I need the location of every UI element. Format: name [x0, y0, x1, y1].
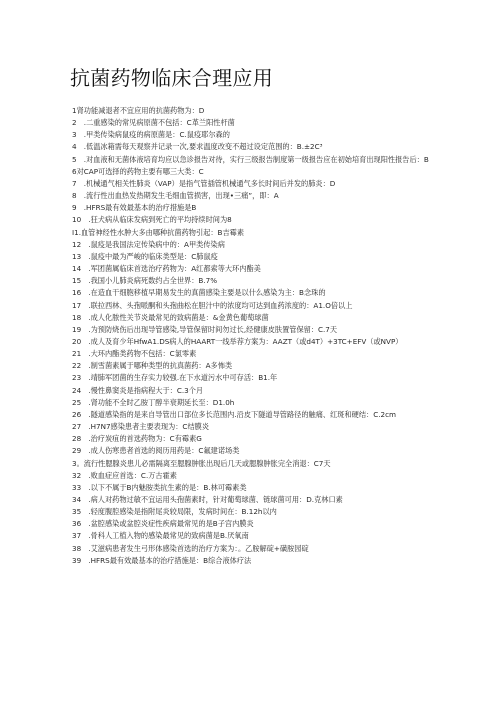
question-item: 24 .慢性鼻窦炎是指病程大于：C.3个月: [72, 385, 204, 395]
question-item: 8 .流行性出血热发热期发生毛细血管损害，出现•三痛”，即：A: [72, 191, 279, 201]
question-item: 13 .鼠疫中最为严峻的临床类型是：C肺鼠疫: [72, 251, 218, 261]
question-item: 34 .病人对药物过敏不宜运用头孢菌素时，针对葡萄球菌、链球菌可用：D.克林口素: [72, 495, 343, 504]
question-item: 10 .狂犬病从临床发病到死亡的平均持续时间为8: [72, 215, 232, 225]
question-item: 38 .艾滋病患者发生弓形体感染首选的治疗方案为：。乙胺解碇+磺胺园碇: [72, 543, 309, 553]
question-item: 27 .H7N7感染患者主要表现为：C结膜炎: [72, 422, 210, 432]
question-item: 22 .制雪菌素属于哪种类型的抗真菌药：A多怖类: [72, 361, 233, 371]
question-item: 14 .军团菌属临床首选治疗药物为：A红都索等大环内酯美: [72, 264, 261, 274]
question-item: 23 .靖肺军团菌的生存实力较强.在下水道污水中可存活：B1.年: [72, 373, 278, 383]
question-item: 5 .对血液和无菌体液培育均应以急诊报告对待，实行三级报告制度第一级报告应在初始培育出现阳性报告后：B: [72, 154, 429, 164]
question-item: 21 .大环内酯类药物不包括：C氯零素: [72, 349, 197, 359]
question-item: 28 .治疗炭疽的首选药物为：C有霉素G: [72, 434, 202, 444]
question-item: 7 .机械通气相关性肺炎（VAP）是指气管插管机械通气多长时间后并发的肺炎：D: [72, 178, 336, 188]
question-item: 18 .成人化脓性关节炎最常见的致病菌是：&金黄色葡萄球菌: [72, 312, 269, 322]
question-item: 32 .败血症应首选：C.万古霍素: [72, 470, 177, 480]
document-title: 抗菌药物临床合理应用: [70, 66, 273, 90]
question-item: 16 .在造血干细胞移植早期易发生的真菌感染主要是以什么感染为主：B念珠的: [72, 288, 326, 298]
question-item: 35 .轻度腹腔感染是指附尾炎较局限，发病时间在：B.12h以内: [72, 507, 277, 517]
question-item: I1.血管神经性水肿大多由哪种抗菌药物引起：B吉霉素: [72, 227, 245, 237]
question-item: 3。流行性腮腺炎患儿必需隔离至腮腺肿胀出现后几天或腮腺肿胀完全消退：C7天: [72, 458, 331, 468]
question-item: 2 .二重感染的常见病原菌不包括：C革兰阳性杆菌: [72, 118, 235, 128]
question-item: 39 .HFRS最有效最基本的治疗措施是：B综合液体疗法: [72, 555, 252, 565]
question-item: 3 .甲类传染病鼠疫的病原菌是：C.鼠疫耶尔森的: [72, 130, 230, 140]
question-item: 4 .低温冰箱需每天观察并记录一次,要求温度改变不超过设定范围的：B.±2C³: [72, 142, 323, 152]
question-item: 26 .隧道感染指的是来自导管出口部位多长范围内.沿皮下隧道导管路径的触痛、红斑和硬结：C.2cm: [72, 409, 397, 419]
question-item: 20 .成人及育少年HfwA1.DS病人的HAART一线举荐方案为：AAZT（或d4T）+3TC+EFV（或NVP）: [72, 336, 403, 346]
question-item: 12 .鼠疫是我国法定传染病中的：A甲类传染病: [72, 239, 225, 249]
question-list: [72, 105, 460, 567]
question-item: 15 .我国小儿肺炎病死数约占全世界：B.7%: [72, 276, 218, 286]
question-item: 9 .HFRS最有效最基本的治疗措施是B: [72, 203, 197, 213]
question-item: 1肾功能减退者不宜应用的抗菌药物为：D: [72, 106, 205, 115]
question-item: 6对CAP可选择的药物主要有哪三大类：C: [72, 166, 204, 176]
question-item: 37 .骨科人工植入物的感染最常见的致病菌是B.厌氧南: [72, 531, 249, 541]
question-item: 36 .盆腔感染或盆腔炎症性疾病最常见的是B子宫内膜炎: [72, 519, 254, 529]
question-item: 25 .肾功能不全时乙胺丁醇半衰期延长至：D1.0h: [72, 397, 235, 407]
question-item: 17 .联拉西林、头孢哌酮和头孢曲松在胆汁中的浓度均可达到血药浓度的：A1.O倍以上: [72, 300, 353, 310]
question-item: 29 .成人伤寒患者首选的阅历用药是：C氟建诺场类: [72, 446, 240, 456]
question-item: 33 .以下不属于B内魅胺类抗生素的是：B.林可霉素类: [72, 482, 247, 492]
question-item: 19 .为预防烧伤后出现导管感染,导管保留时间勿过长,经健康皮肤置管保留：C.7天: [72, 324, 338, 334]
